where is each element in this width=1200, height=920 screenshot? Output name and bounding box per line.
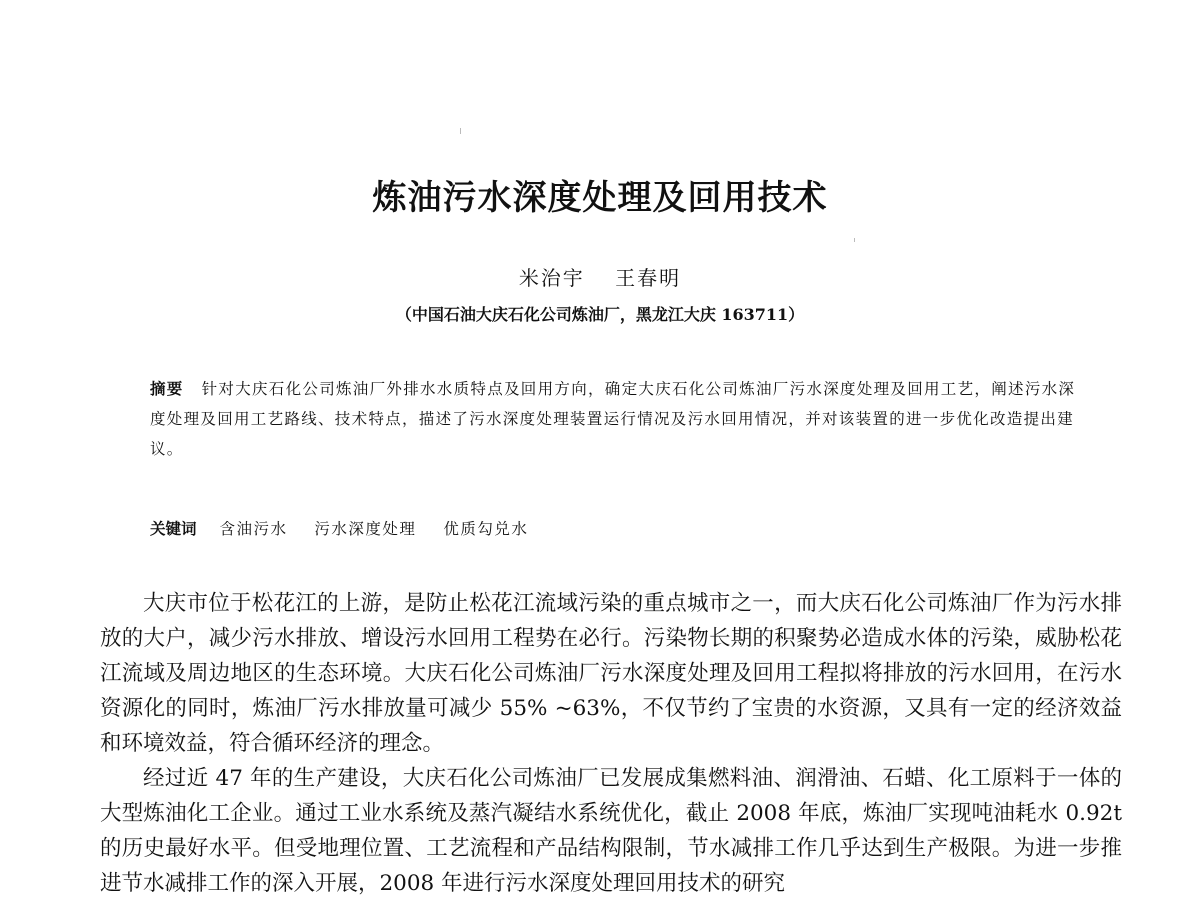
body-paragraph: 大庆市位于松花江的上游，是防止松花江流域污染的重点城市之一，而大庆石化公司炼油厂作为污水排放的大户，减少污水排放、增设污水回用工程势在必行。污染物长期的积聚势必造成水体的污染，威胁松花江流域及周边地区的生态环境。大庆石化公司炼油厂污水深度处理及回用工程拟将排放的污水回用，在污水资源化的同时，炼油厂污水排放量可减少 55% ~63%，不仅节约了宝贵的水资源，又具有一定的经济效益和环境效益，符合循环经济的理念。 (100, 591, 1122, 756)
abstract-label: 摘要 (150, 380, 184, 398)
keyword-item: 污水深度处理 (314, 520, 417, 538)
keyword-item: 含油污水 (219, 520, 288, 538)
keyword-item: 优质勾兑水 (443, 520, 529, 538)
paper-title: 炼油污水深度处理及回用技术 (372, 178, 828, 218)
author-list: 米治宇 王春明 (518, 266, 682, 290)
abstract-text: 针对大庆石化公司炼油厂外排水水质特点及回用方向，确定大庆石化公司炼油厂污水深度处理及回用工艺，阐述污水深度处理及回用工艺路线、技术特点，描述了污水深度处理装置运行情况及污水回用情况，并对该装置的进一步优化改造提出建议。 (150, 380, 1076, 458)
author-affiliation: （中国石油大庆石化公司炼油厂，黑龙江大庆 163711） (395, 305, 805, 324)
body-text (100, 586, 1122, 901)
body-paragraph: 经过近 47 年的生产建设，大庆石化公司炼油厂已发展成集燃料油、润滑油、石蜡、化工原料于一体的大型炼油化工企业。通过工业水系统及蒸汽凝结水系统优化，截止 2008 年底，炼油厂实现吨油耗水 0.92t 的历史最好水平。但受地理位置、工艺流程和产品结构限制，节水减排工作几乎达到生产极限。为进一步推进节水减排工作的深入开展，2008 年进行污水深度处理回用技术的研究 (100, 766, 1122, 896)
keywords (150, 514, 1080, 544)
scan-artifact (460, 128, 461, 134)
keywords-label: 关键词 (150, 520, 197, 538)
scan-artifact (854, 238, 855, 242)
abstract (150, 374, 1080, 464)
